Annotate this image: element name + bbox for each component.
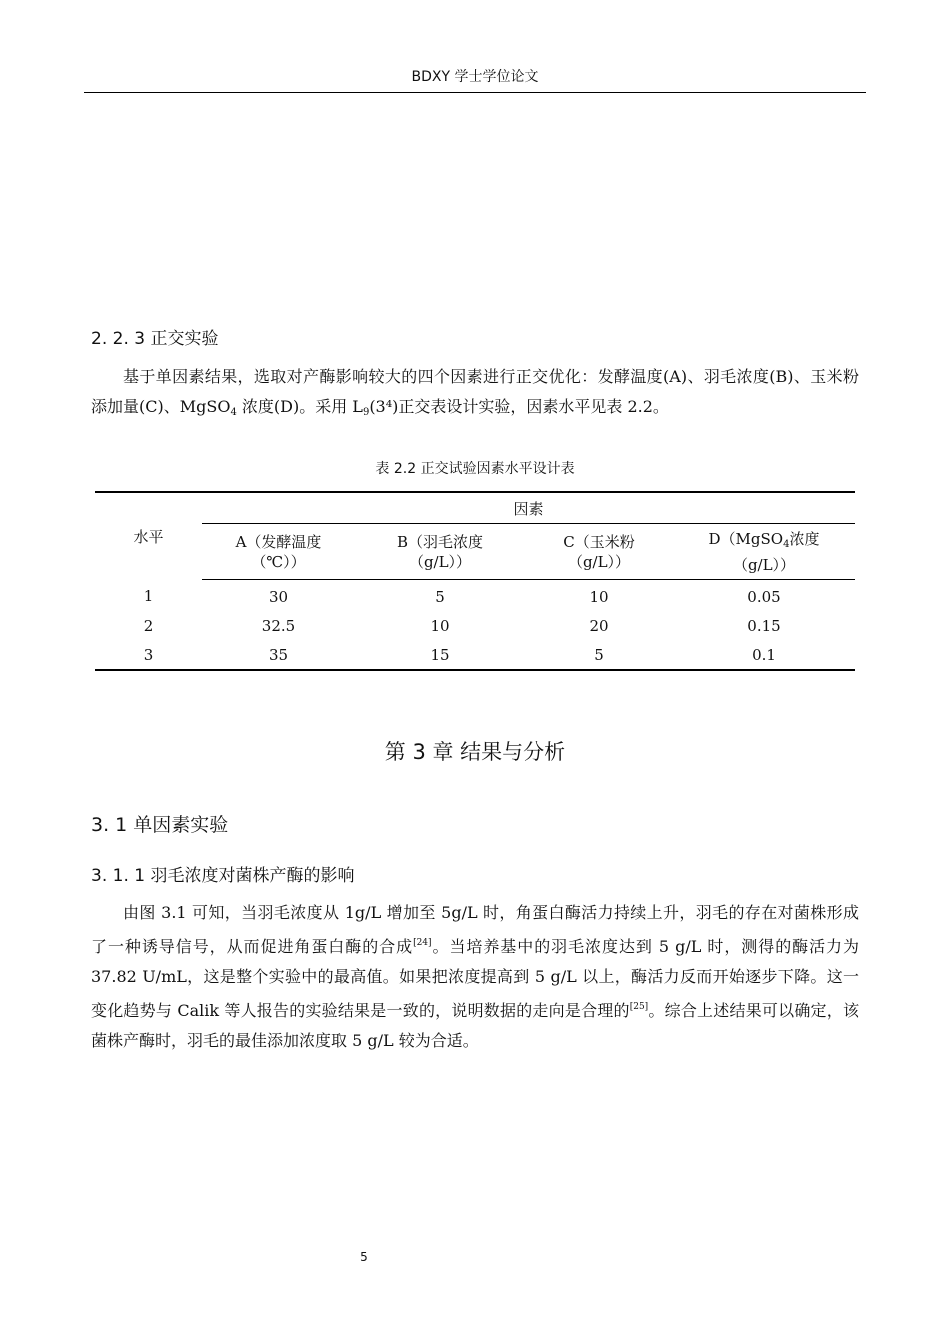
paragraph-text: 浓度(D)。采用 L [236,397,363,416]
table-cell: 0.15 [747,616,781,635]
paragraph-feather-concentration [91,898,859,1056]
table-row [95,580,855,612]
citation-ref: [25] [629,1002,649,1012]
paragraph-text: 。当培养基中的羽毛浓度达到 5 g/L 时，测得的酶活力为 37.82 U/mL，这是整个实验中的最高值。如果把浓度提高到 5 g/L 以上，酶活力反而开始逐步下降。这一变化趋势与 Calik 等人报告的实验结果是一致的，说明数据的走向是合理的 [91,937,859,1020]
col-a-line1: A（发酵温度 [235,532,322,551]
col-d-subscript: 4 [783,538,790,550]
page-header-title: BDXY 学士学位论文 [411,69,539,85]
header-divider [84,92,866,93]
table-cell: 30 [268,587,289,606]
page-number: 5 [360,1250,368,1264]
col-b-line1: B（羽毛浓度 [396,532,484,551]
subscript: 4 [230,407,237,418]
table-header-col-c [525,524,673,580]
table-cell: 20 [589,616,609,635]
table-cell: 15 [355,640,525,670]
paragraph-text: 由图 3.1 可知，当羽毛浓度从 1g/L 增加至 5g/L 时，角蛋白酶活力持续上升，羽毛的存在对菌株形成了一种诱导信号，从而促进角蛋白酶的合成 [91,903,859,956]
table-header-col-b [355,524,525,580]
section-heading-3-1: 3. 1 单因素实验 [91,814,229,836]
table-row [95,611,855,640]
table-cell: 0.05 [747,587,781,606]
table-header-col-d [673,524,855,580]
table-cell: 5 [435,587,445,606]
paragraph-text: 基于单因素结果，选取对产酶影响较大的四个因素进行正交优化：发酵温度(A)、羽毛浓度(B)、玉米粉添加量(C)、MgSO [91,367,859,416]
table-cell: 2 [143,616,154,635]
col-d-line2: （g/L）） [732,555,796,574]
table-cell: 1 [143,587,154,606]
table-caption: 表 2.2 正交试验因素水平设计表 [375,461,575,477]
table-row [95,640,855,670]
col-a-line2: （℃）） [251,552,306,571]
citation-ref: [24] [413,938,432,948]
col-b-line2: （g/L）） [408,552,472,571]
table-header-col-a [202,524,355,580]
table-cell: 10 [430,616,450,635]
table-header-level: 水平 [95,492,202,580]
factor-level-table [95,491,855,671]
table-cell: 10 [589,587,609,606]
chapter-title: 第 3 章 结果与分析 [384,740,566,764]
table-header-factors: 因素 [202,492,855,524]
table-cell: 5 [525,640,673,670]
paragraph-orthogonal-experiment [91,362,859,428]
paragraph-text: 。综合上述结果可以确定，该菌株产酶时，羽毛的最佳添加浓度取 5 g/L 较为合适。 [91,1001,859,1050]
section-heading-2-2-3: 2. 2. 3 正交实验 [91,329,219,349]
table-cell: 32.5 [261,616,296,635]
section-heading-3-1-1: 3. 1. 1 羽毛浓度对菌株产酶的影响 [91,866,355,886]
table-cell: 35 [202,640,355,670]
col-d-prefix: D（MgSO [708,529,784,548]
table-cell: 0.1 [673,640,855,670]
col-c-line2: （g/L）） [567,552,631,571]
table-cell: 3 [95,640,202,670]
col-c-line1: C（玉米粉 [563,532,635,551]
paragraph-text: (3⁴)正交表设计实验，因素水平见表 2.2。 [369,397,669,416]
col-d-suffix: 浓度 [789,529,820,548]
subscript: 9 [362,407,370,418]
